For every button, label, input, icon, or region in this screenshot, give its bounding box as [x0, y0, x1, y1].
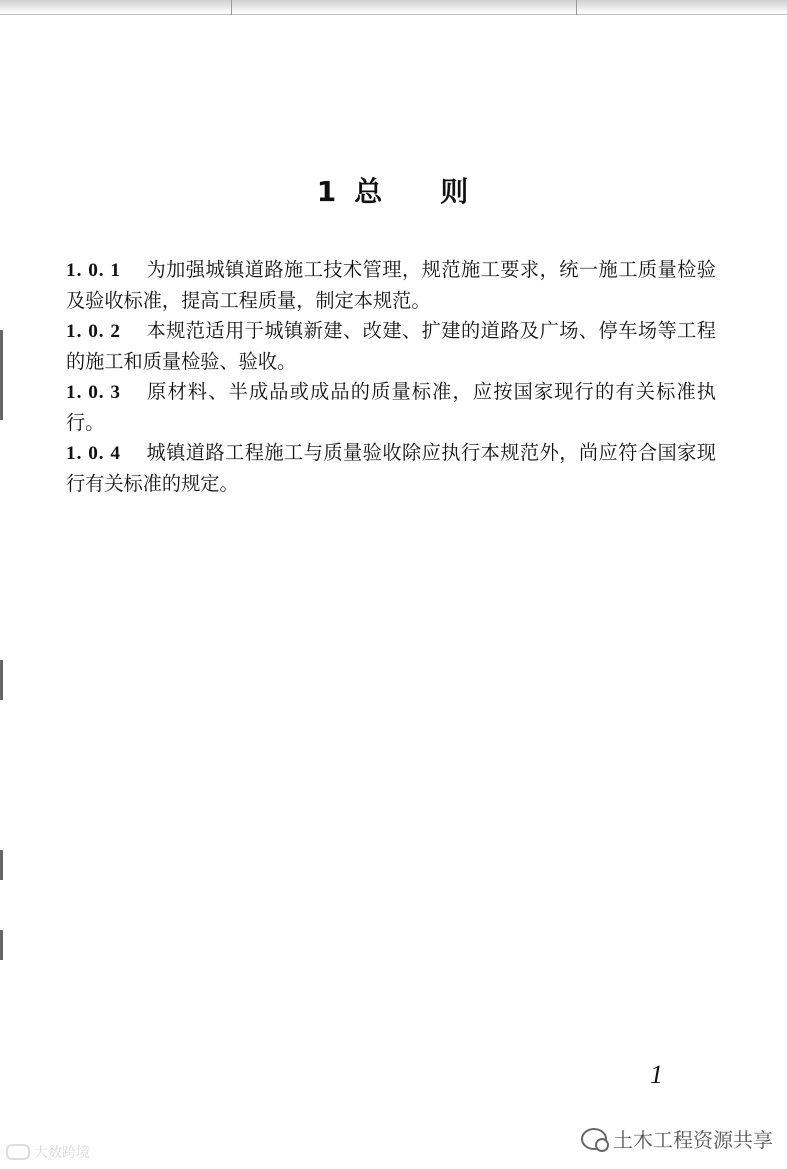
- article-text: 原材料、半成品或成品的质量标准，应按国家现行的有关标准执行。: [66, 380, 716, 434]
- article-text: 为加强城镇道路施工技术管理，规范施工要求，统一施工质量检验及验收标准，提高工程质量，制定本规范。: [66, 258, 716, 312]
- watermark-right-text: 土木工程资源共享: [613, 1128, 773, 1152]
- article-number: 1. 0. 3: [66, 382, 121, 403]
- article-text: 城镇道路工程施工与质量验收除应执行本规范外，尚应符合国家现行有关标准的规定。: [66, 441, 716, 495]
- scan-edge-mark: [0, 850, 3, 880]
- article-1-0-2: [66, 316, 716, 377]
- chapter-number: 1: [316, 175, 339, 208]
- watermark-left-text: 大数跨境: [34, 1145, 90, 1161]
- chapter-title-char-2: 则: [440, 175, 471, 208]
- article-1-0-4: [66, 438, 716, 499]
- scan-edge-mark: [0, 660, 3, 700]
- chapter-title-char-1: 总: [354, 175, 385, 208]
- page-number: 1: [650, 1060, 663, 1089]
- watermark-right: [581, 1124, 773, 1153]
- article-number: 1. 0. 2: [66, 321, 121, 342]
- watermark-left: [6, 1142, 90, 1162]
- page-top-notch: [231, 0, 577, 15]
- article-list: [66, 255, 716, 499]
- article-number: 1. 0. 1: [66, 260, 121, 281]
- chapter-title: [0, 170, 787, 210]
- article-1-0-3: [66, 377, 716, 438]
- wechat-icon: [581, 1128, 607, 1150]
- article-text: 本规范适用于城镇新建、改建、扩建的道路及广场、停车场等工程的施工和质量检验、验收。: [66, 319, 716, 373]
- scan-edge-mark: [0, 330, 3, 420]
- brand-icon: [6, 1144, 30, 1160]
- article-number: 1. 0. 4: [66, 443, 121, 464]
- scan-edge-mark: [0, 930, 3, 960]
- article-1-0-1: [66, 255, 716, 316]
